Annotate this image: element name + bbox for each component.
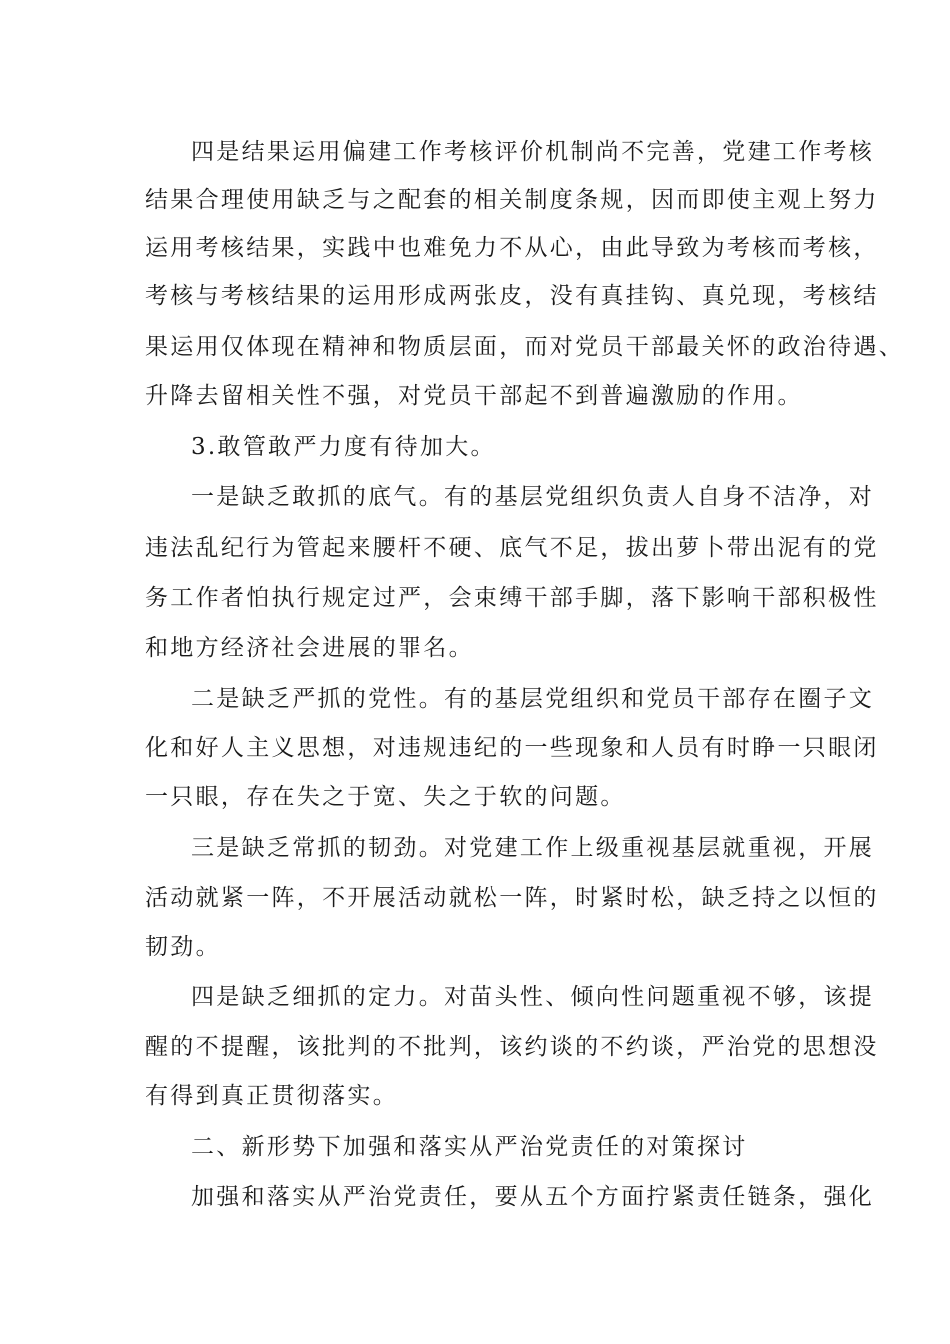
text-line: 活动就紧一阵，不开展活动就松一阵，时紧时松，缺乏持之以恒的 <box>145 885 879 911</box>
text-line: 加强和落实从严治党责任，要从五个方面拧紧责任链条，强化 <box>191 1184 875 1210</box>
section-heading: 3.敢管敢严力度有待加大。 <box>191 434 496 460</box>
text-line: 务工作者怕执行规定过严，会束缚干部手脚，落下影响干部积极性 <box>145 585 879 611</box>
text-line: 结果合理使用缺乏与之配套的相关制度条规，因而即使主观上努力 <box>145 187 879 213</box>
text-line: 有得到真正贯彻落实。 <box>145 1083 398 1109</box>
text-line: 一是缺乏敢抓的底气。有的基层党组织负责人自身不洁净，对 <box>191 484 875 510</box>
text-line: 三是缺乏常抓的韧劲。对党建工作上级重视基层就重视，开展 <box>191 835 875 861</box>
text-line: 韧劲。 <box>145 934 221 960</box>
text-line: 二是缺乏严抓的党性。有的基层党组织和党员干部存在圈子文 <box>191 686 875 712</box>
text-line: 一只眼，存在失之于宽、失之于软的问题。 <box>145 784 626 810</box>
text-line: 升降去留相关性不强，对党员干部起不到普遍激励的作用。 <box>145 383 803 409</box>
text-line: 四是缺乏细抓的定力。对苗头性、倾向性问题重视不够，该提 <box>191 984 875 1010</box>
text-line: 和地方经济社会进展的罪名。 <box>145 635 474 661</box>
text-line: 化和好人主义思想，对违规违纪的一些现象和人员有时睁一只眼闭 <box>145 735 879 761</box>
text-line: 果运用仅体现在精神和物质层面，而对党员干部最关怀的政治待遇、 <box>145 334 904 360</box>
text-line: 违法乱纪行为管起来腰杆不硬、底气不足，拔出萝卜带出泥有的党 <box>145 535 879 561</box>
text-line: 考核与考核结果的运用形成两张皮，没有真挂钩、真兑现，考核结 <box>145 283 879 309</box>
section-heading: 二、新形势下加强和落实从严治党责任的对策探讨 <box>191 1134 748 1160</box>
text-line: 四是结果运用偏建工作考核评价机制尚不完善，党建工作考核 <box>191 139 875 165</box>
text-line: 运用考核结果，实践中也难免力不从心，由此导致为考核而考核， <box>145 235 879 261</box>
text-line: 醒的不提醒，该批判的不批判，该约谈的不约谈，严治党的思想没 <box>145 1034 879 1060</box>
